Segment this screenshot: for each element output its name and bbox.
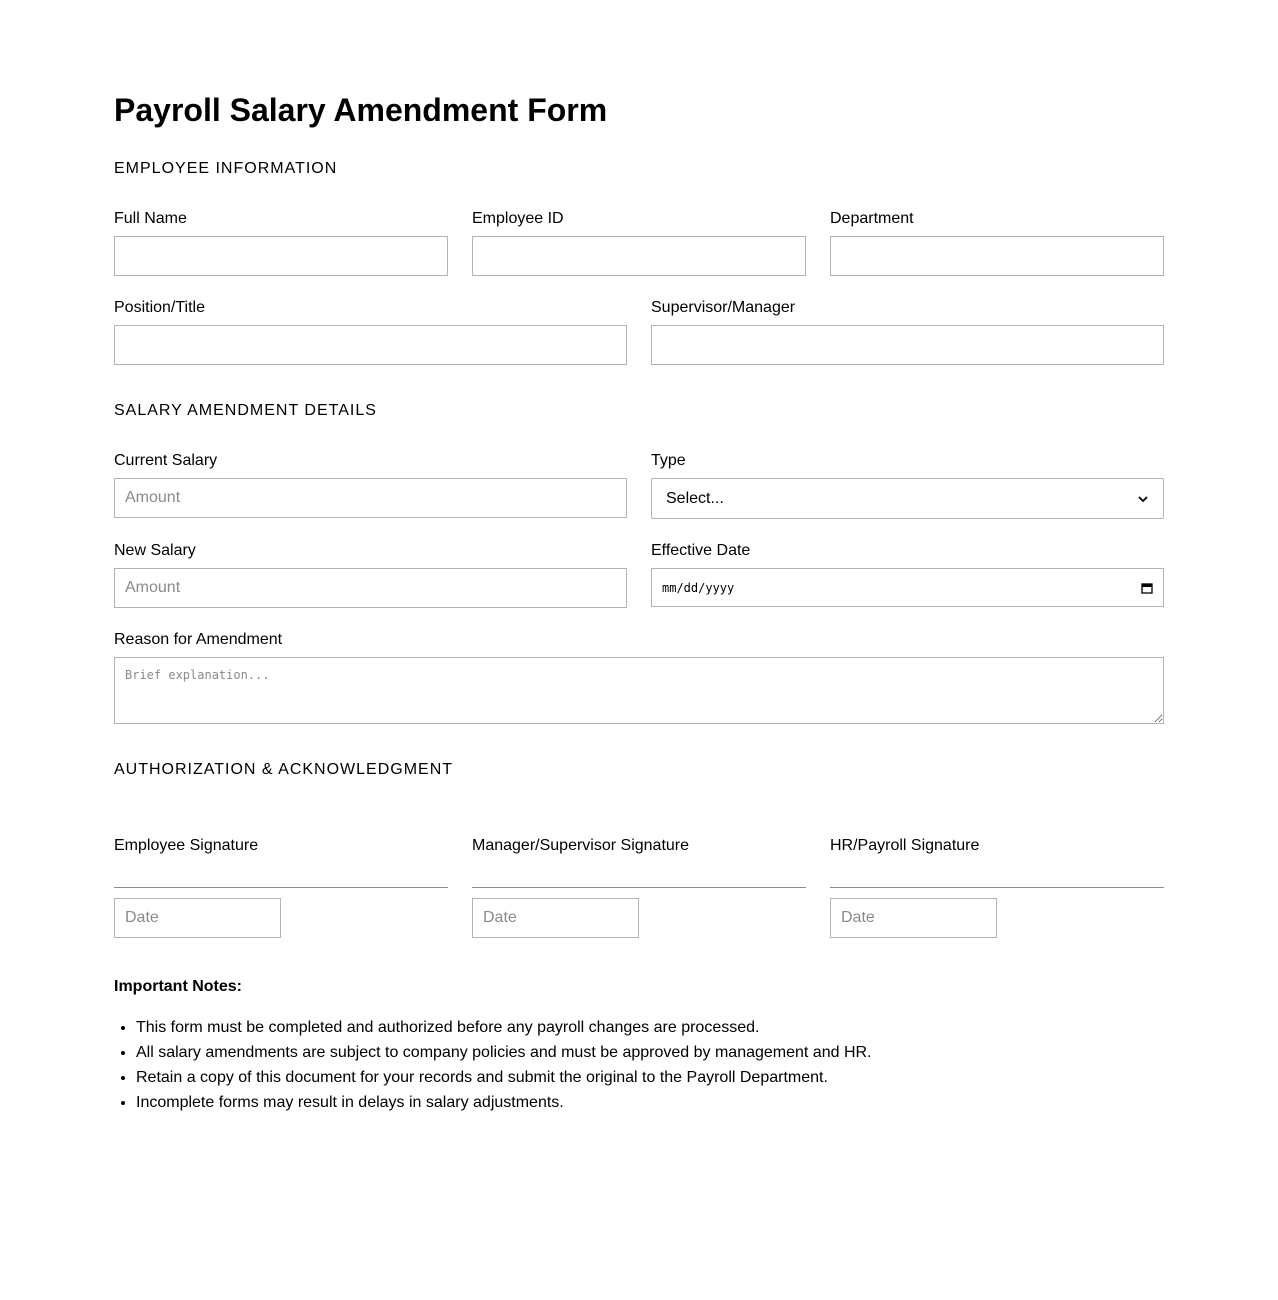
manager-signature-line[interactable] — [472, 887, 806, 888]
type-label: Type — [651, 452, 686, 469]
employee-signature-label: Employee Signature — [114, 837, 259, 854]
reason-group — [114, 630, 1164, 724]
manager-signature-label: Manager/Supervisor Signature — [472, 837, 690, 854]
type-group — [651, 451, 1164, 519]
note-item: • All salary amendments are subject to company policies and must be approved by management and HR. — [136, 1040, 1136, 1065]
reason-label: Reason for Amendment — [114, 631, 283, 648]
note-item: • This form must be completed and authorized before any payroll changes are processed. — [136, 1015, 1136, 1040]
hr-signature-label: HR/Payroll Signature — [830, 837, 980, 854]
position-input[interactable] — [114, 325, 627, 365]
employee-signature-block — [114, 836, 448, 938]
department-label: Department — [830, 210, 914, 227]
employee-id-input[interactable] — [472, 236, 806, 276]
page-title: Payroll Salary Amendment Form — [114, 92, 608, 128]
supervisor-input[interactable] — [651, 325, 1164, 365]
effective-date-group — [651, 541, 1164, 607]
note-item: • Incomplete forms may result in delays in salary adjustments. — [136, 1090, 1136, 1115]
manager-signature-block — [472, 836, 806, 938]
section-salary-amendment-details: SALARY AMENDMENT DETAILS — [114, 402, 377, 419]
hr-signature-block — [830, 836, 1164, 938]
chevron-down-icon — [1137, 493, 1149, 505]
note-item: • Retain a copy of this document for your records and submit the original to the Payroll Department. — [136, 1065, 1136, 1090]
important-notes-title: Important Notes: — [114, 978, 242, 995]
employee-signature-line[interactable] — [114, 887, 448, 888]
new-salary-label: New Salary — [114, 542, 196, 559]
current-salary-label: Current Salary — [114, 452, 218, 469]
important-notes-list — [114, 1015, 1136, 1115]
current-salary-group — [114, 451, 627, 518]
full-name-input[interactable] — [114, 236, 448, 276]
manager-signature-date-input[interactable] — [472, 898, 639, 938]
hr-signature-date-input[interactable] — [830, 898, 997, 938]
position-group — [114, 298, 627, 365]
reason-textarea[interactable] — [114, 657, 1164, 724]
employee-id-group — [472, 209, 806, 276]
position-label: Position/Title — [114, 299, 205, 316]
department-group — [830, 209, 1164, 276]
new-salary-input[interactable] — [114, 568, 627, 608]
supervisor-group — [651, 298, 1164, 365]
supervisor-label: Supervisor/Manager — [651, 299, 796, 316]
department-input[interactable] — [830, 236, 1164, 276]
effective-date-input[interactable] — [651, 568, 1164, 607]
section-employee-information: EMPLOYEE INFORMATION — [114, 160, 338, 177]
type-select-value: Select... — [666, 489, 724, 507]
employee-signature-date-input[interactable] — [114, 898, 281, 938]
calendar-icon[interactable] — [1141, 582, 1153, 594]
employee-id-label: Employee ID — [472, 210, 564, 227]
effective-date-label: Effective Date — [651, 542, 751, 559]
type-select[interactable] — [651, 478, 1164, 519]
full-name-label: Full Name — [114, 210, 187, 227]
hr-signature-line[interactable] — [830, 887, 1164, 888]
current-salary-input[interactable] — [114, 478, 627, 518]
effective-date-placeholder: mm/dd/yyyy — [662, 580, 735, 595]
section-authorization: AUTHORIZATION & ACKNOWLEDGMENT — [114, 761, 454, 778]
full-name-group — [114, 209, 448, 276]
new-salary-group — [114, 541, 627, 608]
